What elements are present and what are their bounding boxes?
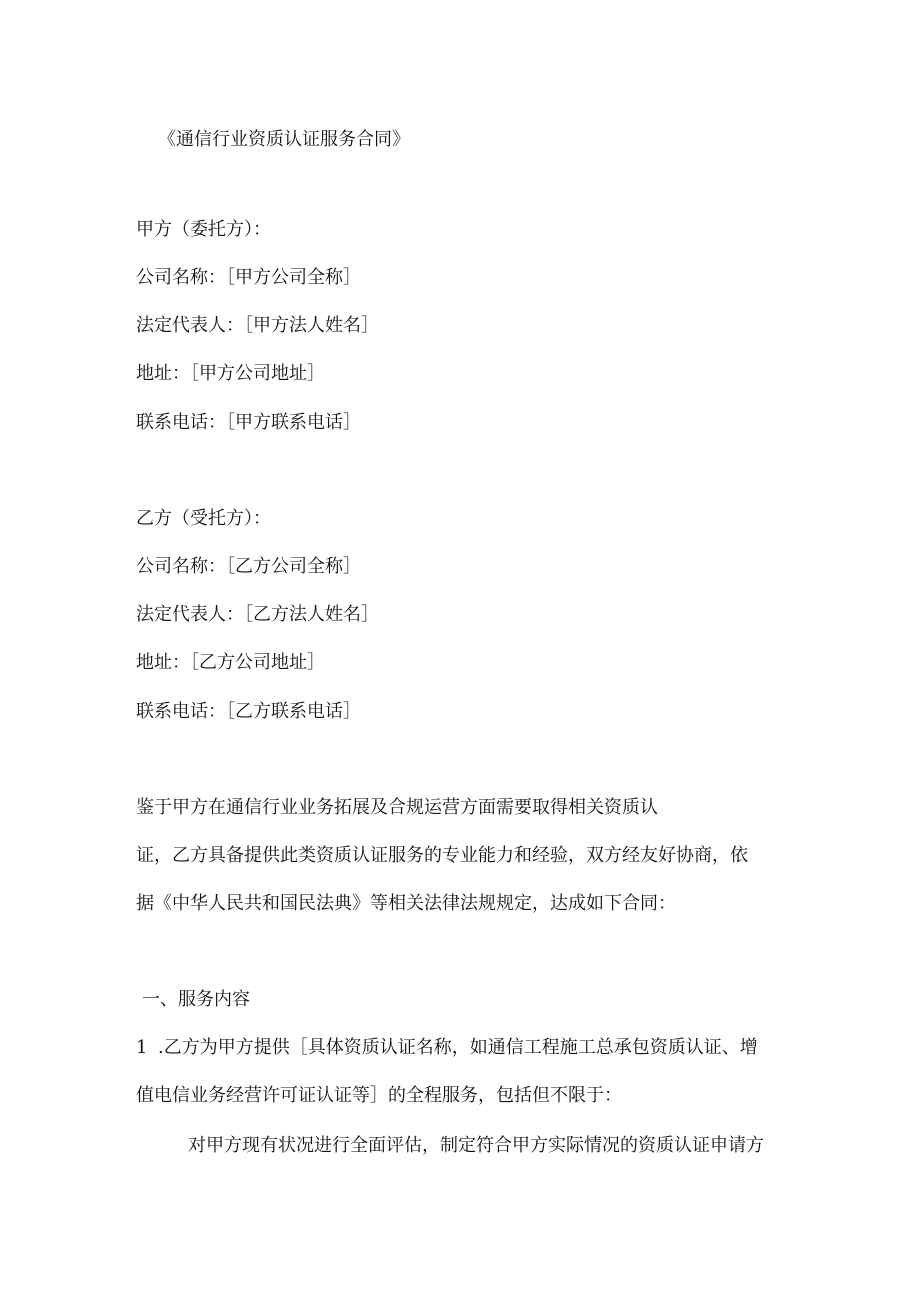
party-b-legal-rep: 法定代表人：［乙方法人姓名］ xyxy=(136,604,379,625)
preamble-line-2: 证，乙方具备提供此类资质认证服务的专业能力和经验，双方经友好协商，依 xyxy=(136,845,748,866)
contract-title: 《通信行业资质认证服务合同》 xyxy=(158,129,410,150)
item-1-text-line-1: .乙方为甲方提供［具体资质认证名称，如通信工程施工总承包资质认证、增 xyxy=(158,1037,758,1058)
preamble-line-1: 鉴于甲方在通信行业业务拓展及合规运营方面需要取得相关资质认 xyxy=(136,797,658,818)
party-b-heading: 乙方（受托方）： xyxy=(136,508,271,529)
preamble-line-3: 据《中华人民共和国民法典》等相关法律法规规定，达成如下合同： xyxy=(136,893,676,914)
party-a-legal-rep: 法定代表人：［甲方法人姓名］ xyxy=(136,315,379,336)
party-a-phone: 联系电话：［甲方联系电话］ xyxy=(136,412,361,433)
party-a-address: 地址：［甲方公司地址］ xyxy=(136,363,325,384)
section-1-item-1-line-1 xyxy=(136,1036,758,1060)
section-1-heading: 一、服务内容 xyxy=(142,989,250,1010)
party-a-heading: 甲方（委托方）： xyxy=(136,219,271,240)
party-b-company-name: 公司名称：［乙方公司全称］ xyxy=(136,556,361,577)
item-number: 1 xyxy=(136,1037,148,1058)
party-b-phone: 联系电话：［乙方联系电话］ xyxy=(136,701,361,722)
section-1-item-1-line-2: 值电信业务经营许可证认证等］的全程服务，包括但不限于： xyxy=(136,1085,622,1106)
party-a-company-name: 公司名称：［甲方公司全称］ xyxy=(136,267,361,288)
party-b-address: 地址：［乙方公司地址］ xyxy=(136,652,325,673)
section-1-item-1-sub-1: 对甲方现有状况进行全面评估，制定符合甲方实际情况的资质认证申请方 xyxy=(188,1135,764,1156)
